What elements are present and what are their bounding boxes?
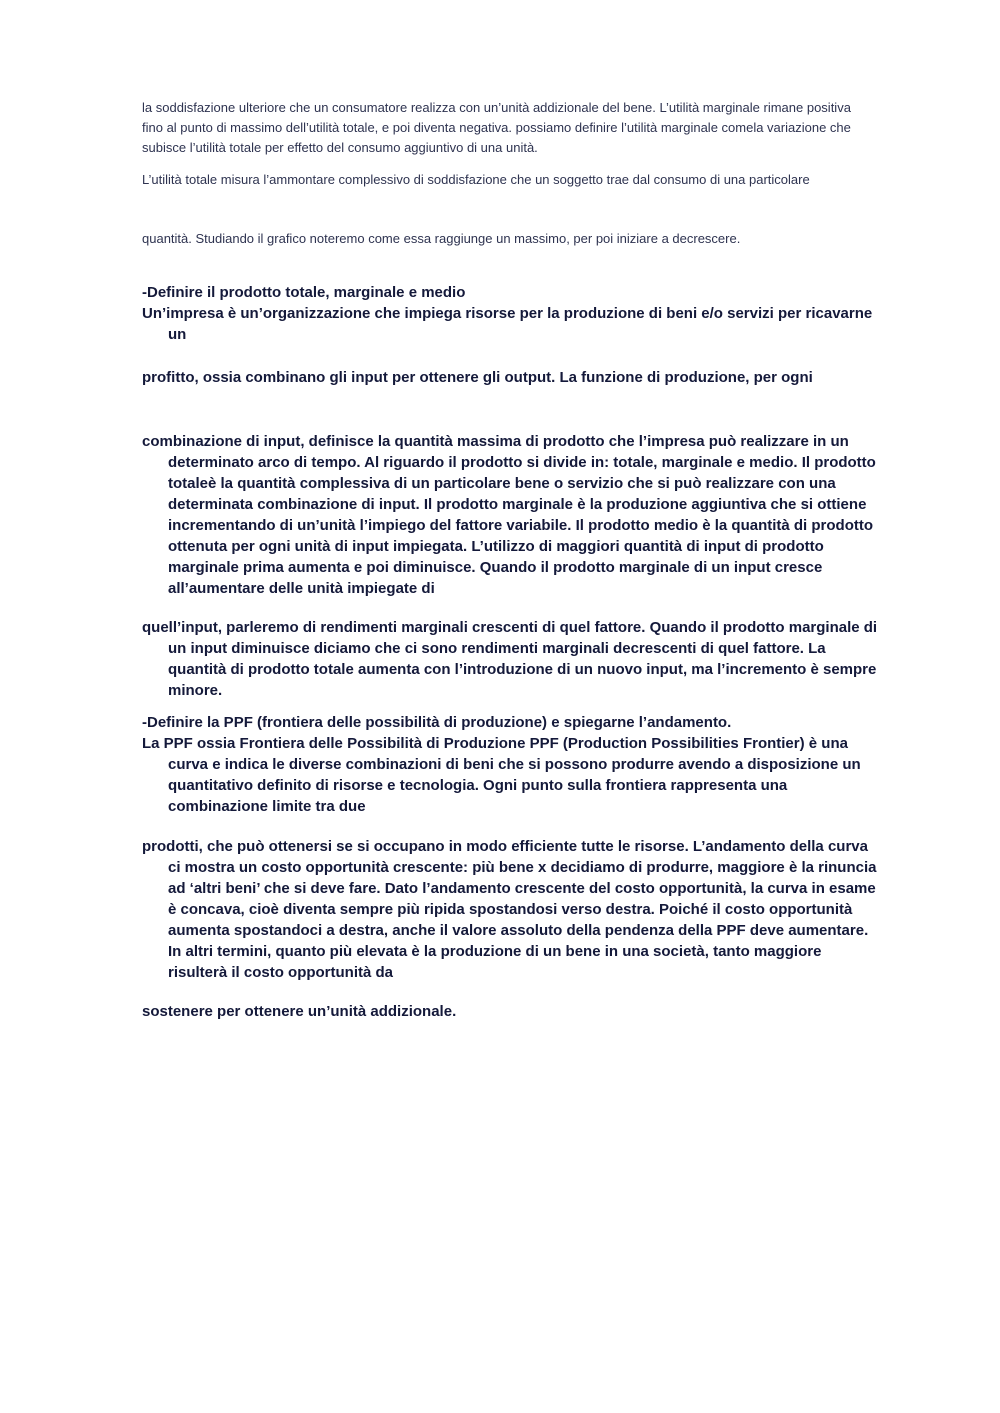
prodotto-paragraph-2: profitto, ossia combinano gli input per ottenere gli output. La funzione di produzione, per ogni xyxy=(142,369,813,386)
intro-paragraph-2: L’utilità totale misura l’ammontare complessivo di soddisfazione che un soggetto trae dal consumo di una particolare xyxy=(142,172,810,187)
ppf-paragraph-3: sostenere per ottenere un’unità addizionale. xyxy=(142,1003,457,1020)
intro-paragraph-1: la soddisfazione ulteriore che un consumatore realizza con un’unità addizionale del bene. L’utilità marginale rimane positiva fino al punto di massimo dell’utilità totale, e poi diventa negativa. possiamo definire l’utilità marginale comela variazione che subisce l’utilità totale per effetto del consumo aggiuntivo di una unità. xyxy=(142,100,851,155)
prodotto-paragraph-1: Un’impresa è un’organizzazione che impiega risorse per la produzione di beni e/o servizi per ricavarne un xyxy=(142,305,873,343)
ppf-paragraph-2: prodotti, che può ottenersi se si occupano in modo efficiente tutte le risorse. L’andamento della curva ci mostra un costo opportunità crescente: più bene x decidiamo di produrre, maggiore è la rinuncia ad ‘altri beni’ che si deve fare. Dato l’andamento crescente del costo opportunità, la curva in esame è concava, cioè diventa sempre più ripida spostandosi verso destra. Poiché il costo opportunità aumenta spostandoci a destra, anche il valore assoluto della pendenza della PPF deve aumentare. In altri termini, quanto più elevata è la produzione di un bene in una società, tanto maggiore risulterà il costo opportunità da xyxy=(142,838,877,981)
prodotto-paragraph-3: combinazione di input, definisce la quantità massima di prodotto che l’impresa può realizzare in un determinato arco di tempo. Al riguardo il prodotto si divide in: totale, marginale e medio. Il prodotto totaleè la quantità complessiva di un particolare bene o servizio che si può realizzare con una determinata combinazione di input. Il prodotto marginale è la produzione aggiuntiva che si ottiene incrementando di un’unità l’impiego del fattore variabile. Il prodotto medio è la quantità di prodotto ottenuta per ogni unità di input impiegata. L’utilizzo di maggiori quantità di input di prodotto marginale prima aumenta e poi diminuisce. Quando il prodotto marginale di un input cresce all’aumentare delle unità impiegate di xyxy=(142,433,876,597)
intro-paragraph-3: quantità. Studiando il grafico noteremo come essa raggiunge un massimo, per poi iniziare a decrescere. xyxy=(142,231,741,246)
prodotto-paragraph-4: quell’input, parleremo di rendimenti marginali crescenti di quel fattore. Quando il prodotto marginale di un input diminuisce diciamo che ci sono rendimenti marginali decrescenti di quel fattore. La quantità di prodotto totale aumenta con l’introduzione di un nuovo input, ma l’incremento è sempre minore. xyxy=(142,619,878,699)
heading-ppf: -Definire la PPF (frontiera delle possibilità di produzione) e spiegarne l’andamento. xyxy=(142,714,732,731)
ppf-paragraph-1: La PPF ossia Frontiera delle Possibilità di Produzione PPF (Production Possibilities Frontier) è una curva e indica le diverse combinazioni di beni che si possono produrre avendo a disposizione un quantitativo definito di risorse e tecnologia. Ogni punto sulla frontiera rappresenta una combinazione limite tra due xyxy=(142,735,861,815)
heading-prodotto: -Definire il prodotto totale, marginale e medio xyxy=(142,284,466,301)
